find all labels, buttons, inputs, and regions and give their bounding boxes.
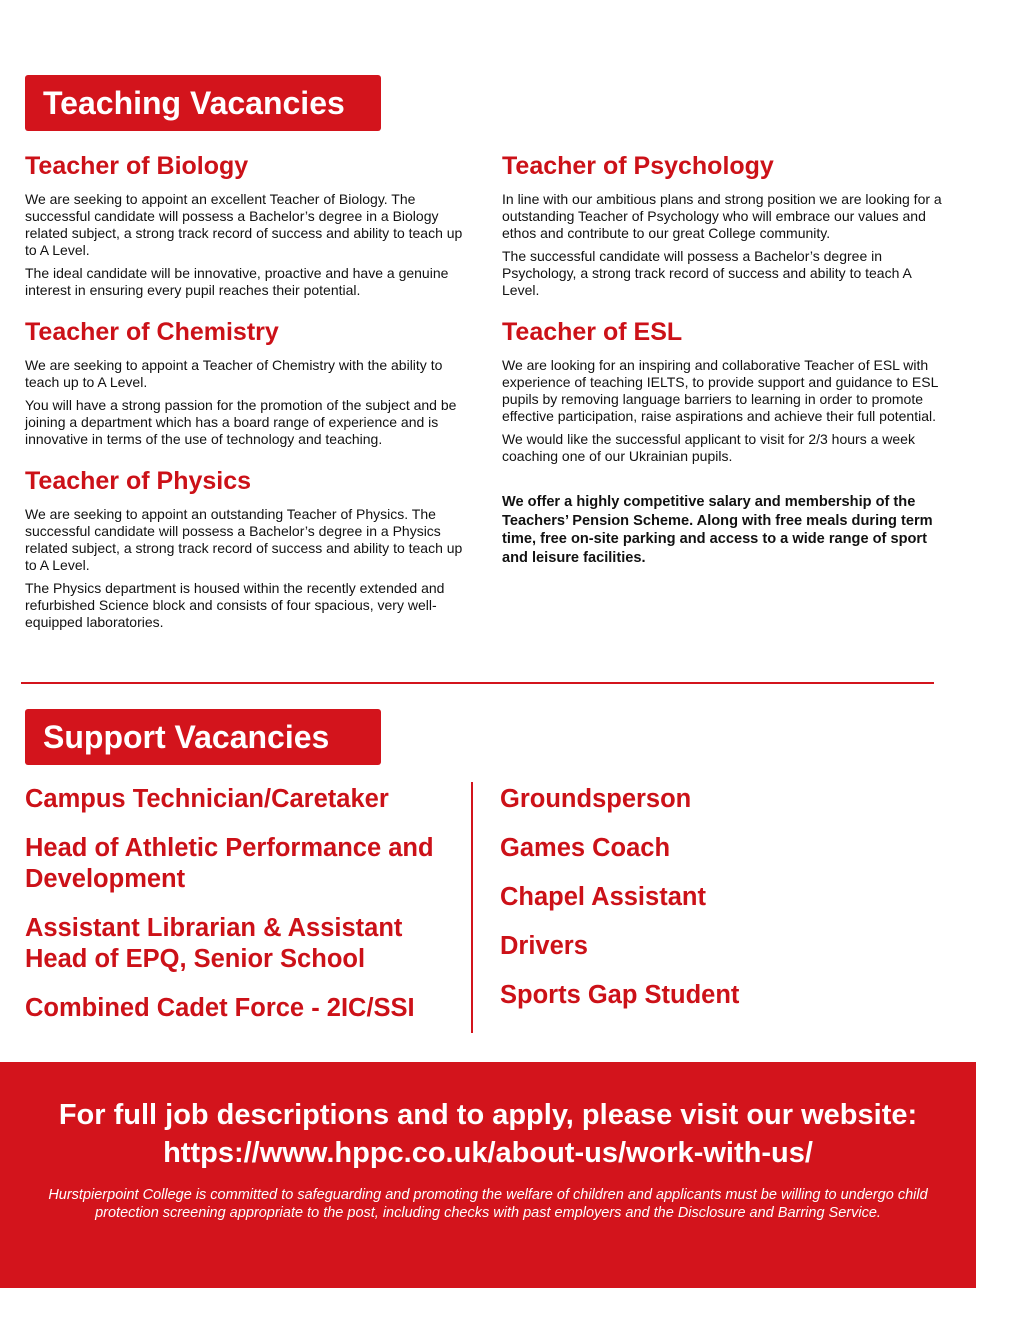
job-title: Teacher of Psychology	[502, 152, 774, 180]
job-paragraph: The successful candidate will possess a Bachelor’s degree in Psychology, a strong track record of success and ability to teach A Level.	[502, 248, 912, 298]
support-vacancy-item: Sports Gap Student	[500, 981, 740, 1009]
job-biology	[25, 150, 470, 299]
section-divider	[21, 682, 934, 684]
support-vacancy-item: Assistant Librarian & Assistant Head of EPQ, Senior School	[25, 914, 403, 973]
support-left-column	[25, 784, 465, 1042]
job-psychology	[502, 150, 942, 299]
support-vacancy-item: Head of Athletic Performance and Development	[25, 834, 434, 893]
teaching-left-column	[25, 150, 470, 646]
job-paragraph: You will have a strong passion for the promotion of the subject and be joining a department which has a board range of experience and is innovative in terms of the use of technology and teaching.	[25, 397, 457, 447]
support-vacancy-item: Campus Technician/Caretaker	[25, 785, 389, 813]
support-vacancy-item: Groundsperson	[500, 785, 692, 813]
benefits-statement: We offer a highly competitive salary and membership of the Teachers’ Pension Scheme. Along with free meals during term time, free on-site parking and access to a wide range of sport and leisure facilities.	[502, 494, 933, 566]
job-paragraph: We are seeking to appoint an outstanding Teacher of Physics. The successful candidate will possess a Bachelor’s degree in a Physics related subject, a strong track record of success and ability to teach up to A Level.	[25, 506, 463, 573]
job-title: Teacher of Physics	[25, 467, 252, 495]
teaching-vacancies-banner: Teaching Vacancies	[25, 75, 381, 131]
support-vacancy-item: Combined Cadet Force - 2IC/SSI	[25, 994, 415, 1022]
job-description	[25, 357, 470, 448]
job-title: Teacher of Chemistry	[25, 318, 279, 346]
job-paragraph: The ideal candidate will be innovative, proactive and have a genuine interest in ensuring every pupil reaches their potential.	[25, 265, 449, 298]
support-right-column	[500, 784, 900, 1029]
support-vacancy-item: Chapel Assistant	[500, 883, 706, 911]
support-column-divider	[471, 782, 473, 1033]
support-vacancy-item: Games Coach	[500, 834, 671, 862]
job-chemistry	[25, 316, 470, 448]
job-title: Teacher of Biology	[25, 152, 249, 180]
job-paragraph: In line with our ambitious plans and strong position we are looking for a outstanding Teacher of Psychology who will embrace our values and ethos and contribute to our great College community.	[502, 191, 942, 241]
job-paragraph: We are seeking to appoint an excellent Teacher of Biology. The successful candidate will possess a Bachelor’s degree in a Biology related subject, a strong track record of success and ability to teach up to A Level.	[25, 191, 463, 258]
job-title: Teacher of ESL	[502, 318, 683, 346]
teaching-right-column	[502, 150, 942, 567]
job-esl	[502, 316, 942, 465]
job-description	[502, 357, 942, 465]
apply-headline: For full job descriptions and to apply, please visit our website: https://www.hppc.co.uk/about-us/work-with-us/	[58, 1099, 918, 1169]
job-paragraph: The Physics department is housed within the recently extended and refurbished Science block and consists of four spacious, very well-equipped laboratories.	[25, 580, 445, 630]
safeguarding-note: Hurstpierpoint College is committed to safeguarding and promoting the welfare of children and applicants must be willing to undergo child protection screening appropriate to the post, including checks with past employers and the Disclosure and Barring Service.	[48, 1187, 928, 1221]
job-description	[502, 191, 942, 299]
apply-footer	[0, 1062, 976, 1288]
job-paragraph: We are seeking to appoint a Teacher of Chemistry with the ability to teach up to A Level.	[25, 357, 443, 390]
job-physics	[25, 465, 470, 631]
job-paragraph: We are looking for an inspiring and collaborative Teacher of ESL with experience of teaching IELTS, to provide support and guidance to ESL pupils by removing language barriers to learning in order to promote effective participation, raise aspirations and achieve their full potential.	[502, 357, 938, 424]
job-paragraph: We would like the successful applicant to visit for 2/3 hours a week coaching one of our Ukrainian pupils.	[502, 431, 915, 464]
job-description	[25, 506, 470, 631]
support-vacancy-item: Drivers	[500, 932, 588, 960]
job-description	[25, 191, 470, 299]
support-vacancies-banner: Support Vacancies	[25, 709, 381, 765]
